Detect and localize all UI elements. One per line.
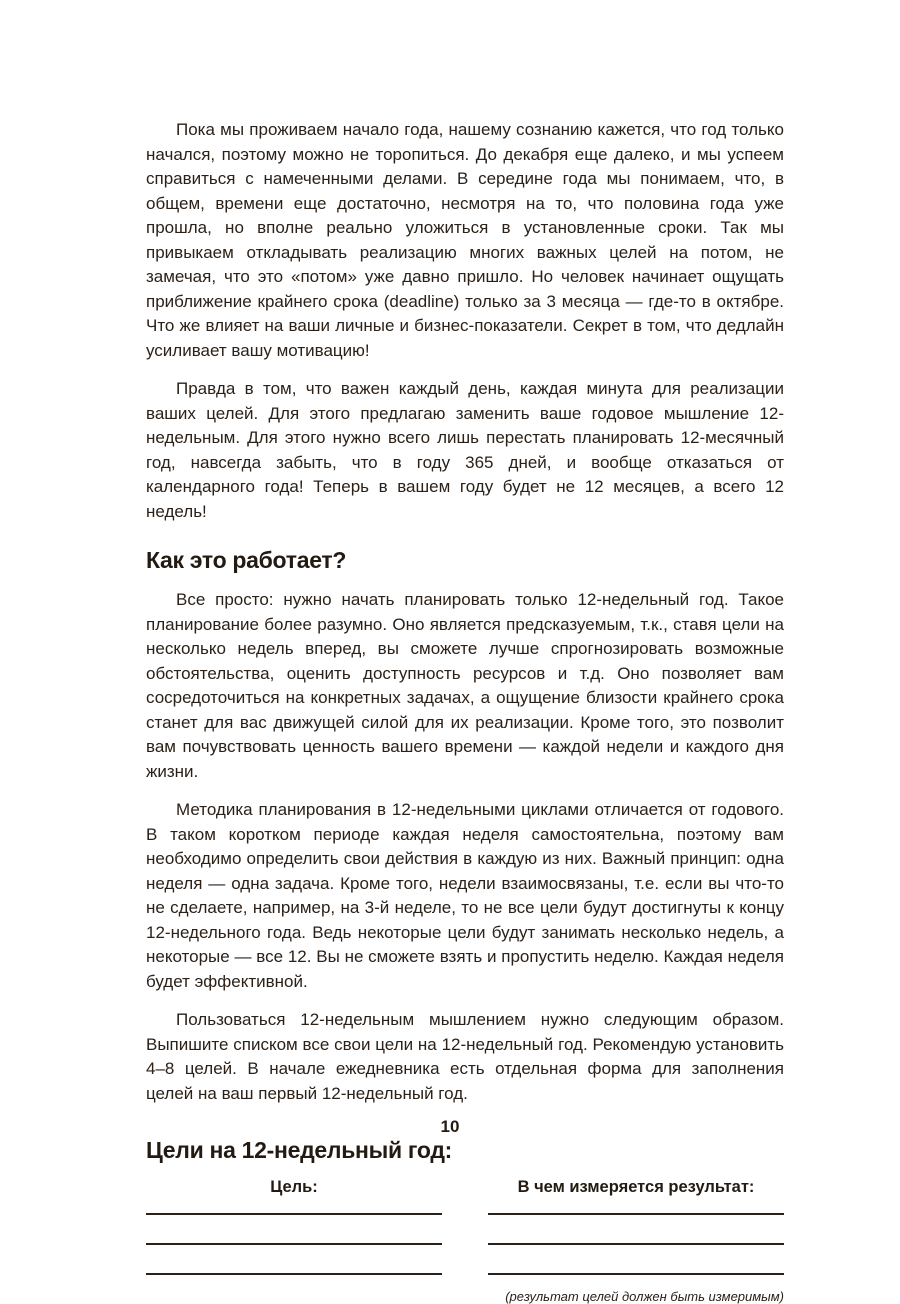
measurable-note: (результат целей должен быть измеримым) [505,1289,784,1304]
goals-form [146,1178,784,1303]
goal-line-2 [146,1243,442,1245]
result-label: В чем измеряется результат: [517,1178,755,1196]
page-number: 10 [440,1117,460,1136]
goal-column [146,1178,442,1303]
section-heading: Как это работает? [146,547,347,573]
goals-heading: Цели на 12-недельный год: [146,1137,452,1163]
goal-label: Цель: [270,1178,318,1196]
result-line-3 [488,1273,784,1275]
paragraph-section-2: Методика планирования в 12-недельными циклами отличается от годового. В таком коротком периоде каждая неделя самостоятельна, поэтому вам необходимо определить свои действия в каждую из них. Важный принцип: одна неделя — одна задача. Кроме того, недели взаимосвязаны, т.е. если вы что-то не сделаете, например, на 3-й неделе, то не все цели будут достигнуты к концу 12-недельного года. Ведь некоторые цели будут занимать несколько недель, а некоторые — все 12. Вы не сможете взять и пропустить неделю. Каждая неделя будет эффективной. [146,800,784,991]
goal-line-3 [146,1273,442,1275]
result-line-2 [488,1243,784,1245]
result-column [488,1178,784,1303]
paragraph-section-3: Пользоваться 12-недельным мышлением нужно следующим образом. Выпишите списком все свои цели на 12-недельный год. Рекомендую установить 4–8 целей. В начале ежедневника есть отдельная форма для заполнения целей на ваш первый 12-недельный год. [146,1010,784,1103]
paragraph-intro-1: Пока мы проживаем начало года, нашему сознанию кажется, что год только начался, поэтому можно не торопиться. До декабря еще далеко, и мы успеем справиться с намеченными делами. В середине года мы понимаем, что, в общем, времени еще достаточно, несмотря на то, что половина года уже прошла, но вполне реально уложиться в установленные сроки. Так мы привыкаем откладывать реализацию многих важных целей на потом, не замечая, что это «потом» уже давно пришло. Но человек начинает ощущать приближение крайнего срока (deadline) только за 3 месяца — где-то в октябре. Что же влияет на ваши личные и бизнес-показатели. Секрет в том, что дедлайн усиливает вашу мотивацию! [146,120,784,360]
result-line-1 [488,1213,784,1215]
paragraph-section-1: Все просто: нужно начать планировать только 12-недельный год. Такое планирование более разумно. Оно является предсказуемым, т.к., ставя цели на несколько недель вперед, вы сможете лучше спрогнозировать возможные обстоятельства, оценить доступность ресурсов и т.д. Оно позволяет вам сосредоточиться на конкретных задачах, а ощущение близости крайнего срока станет для вас движущей силой для их реализации. Кроме того, это позволит вам почувствовать ценность вашего времени — каждой недели и каждого дня жизни. [146,590,784,781]
paragraph-intro-2: Правда в том, что важен каждый день, каждая минута для реализации ваших целей. Для этого предлагаю заменить ваше годовое мышление 12-недельным. Для этого нужно всего лишь перестать планировать 12-месячный год, навсегда забыть, что в году 365 дней, и вообще отказаться от календарного года! Теперь в вашем году будет не 12 месяцев, а всего 12 недель! [146,379,784,521]
goal-line-1 [146,1213,442,1215]
